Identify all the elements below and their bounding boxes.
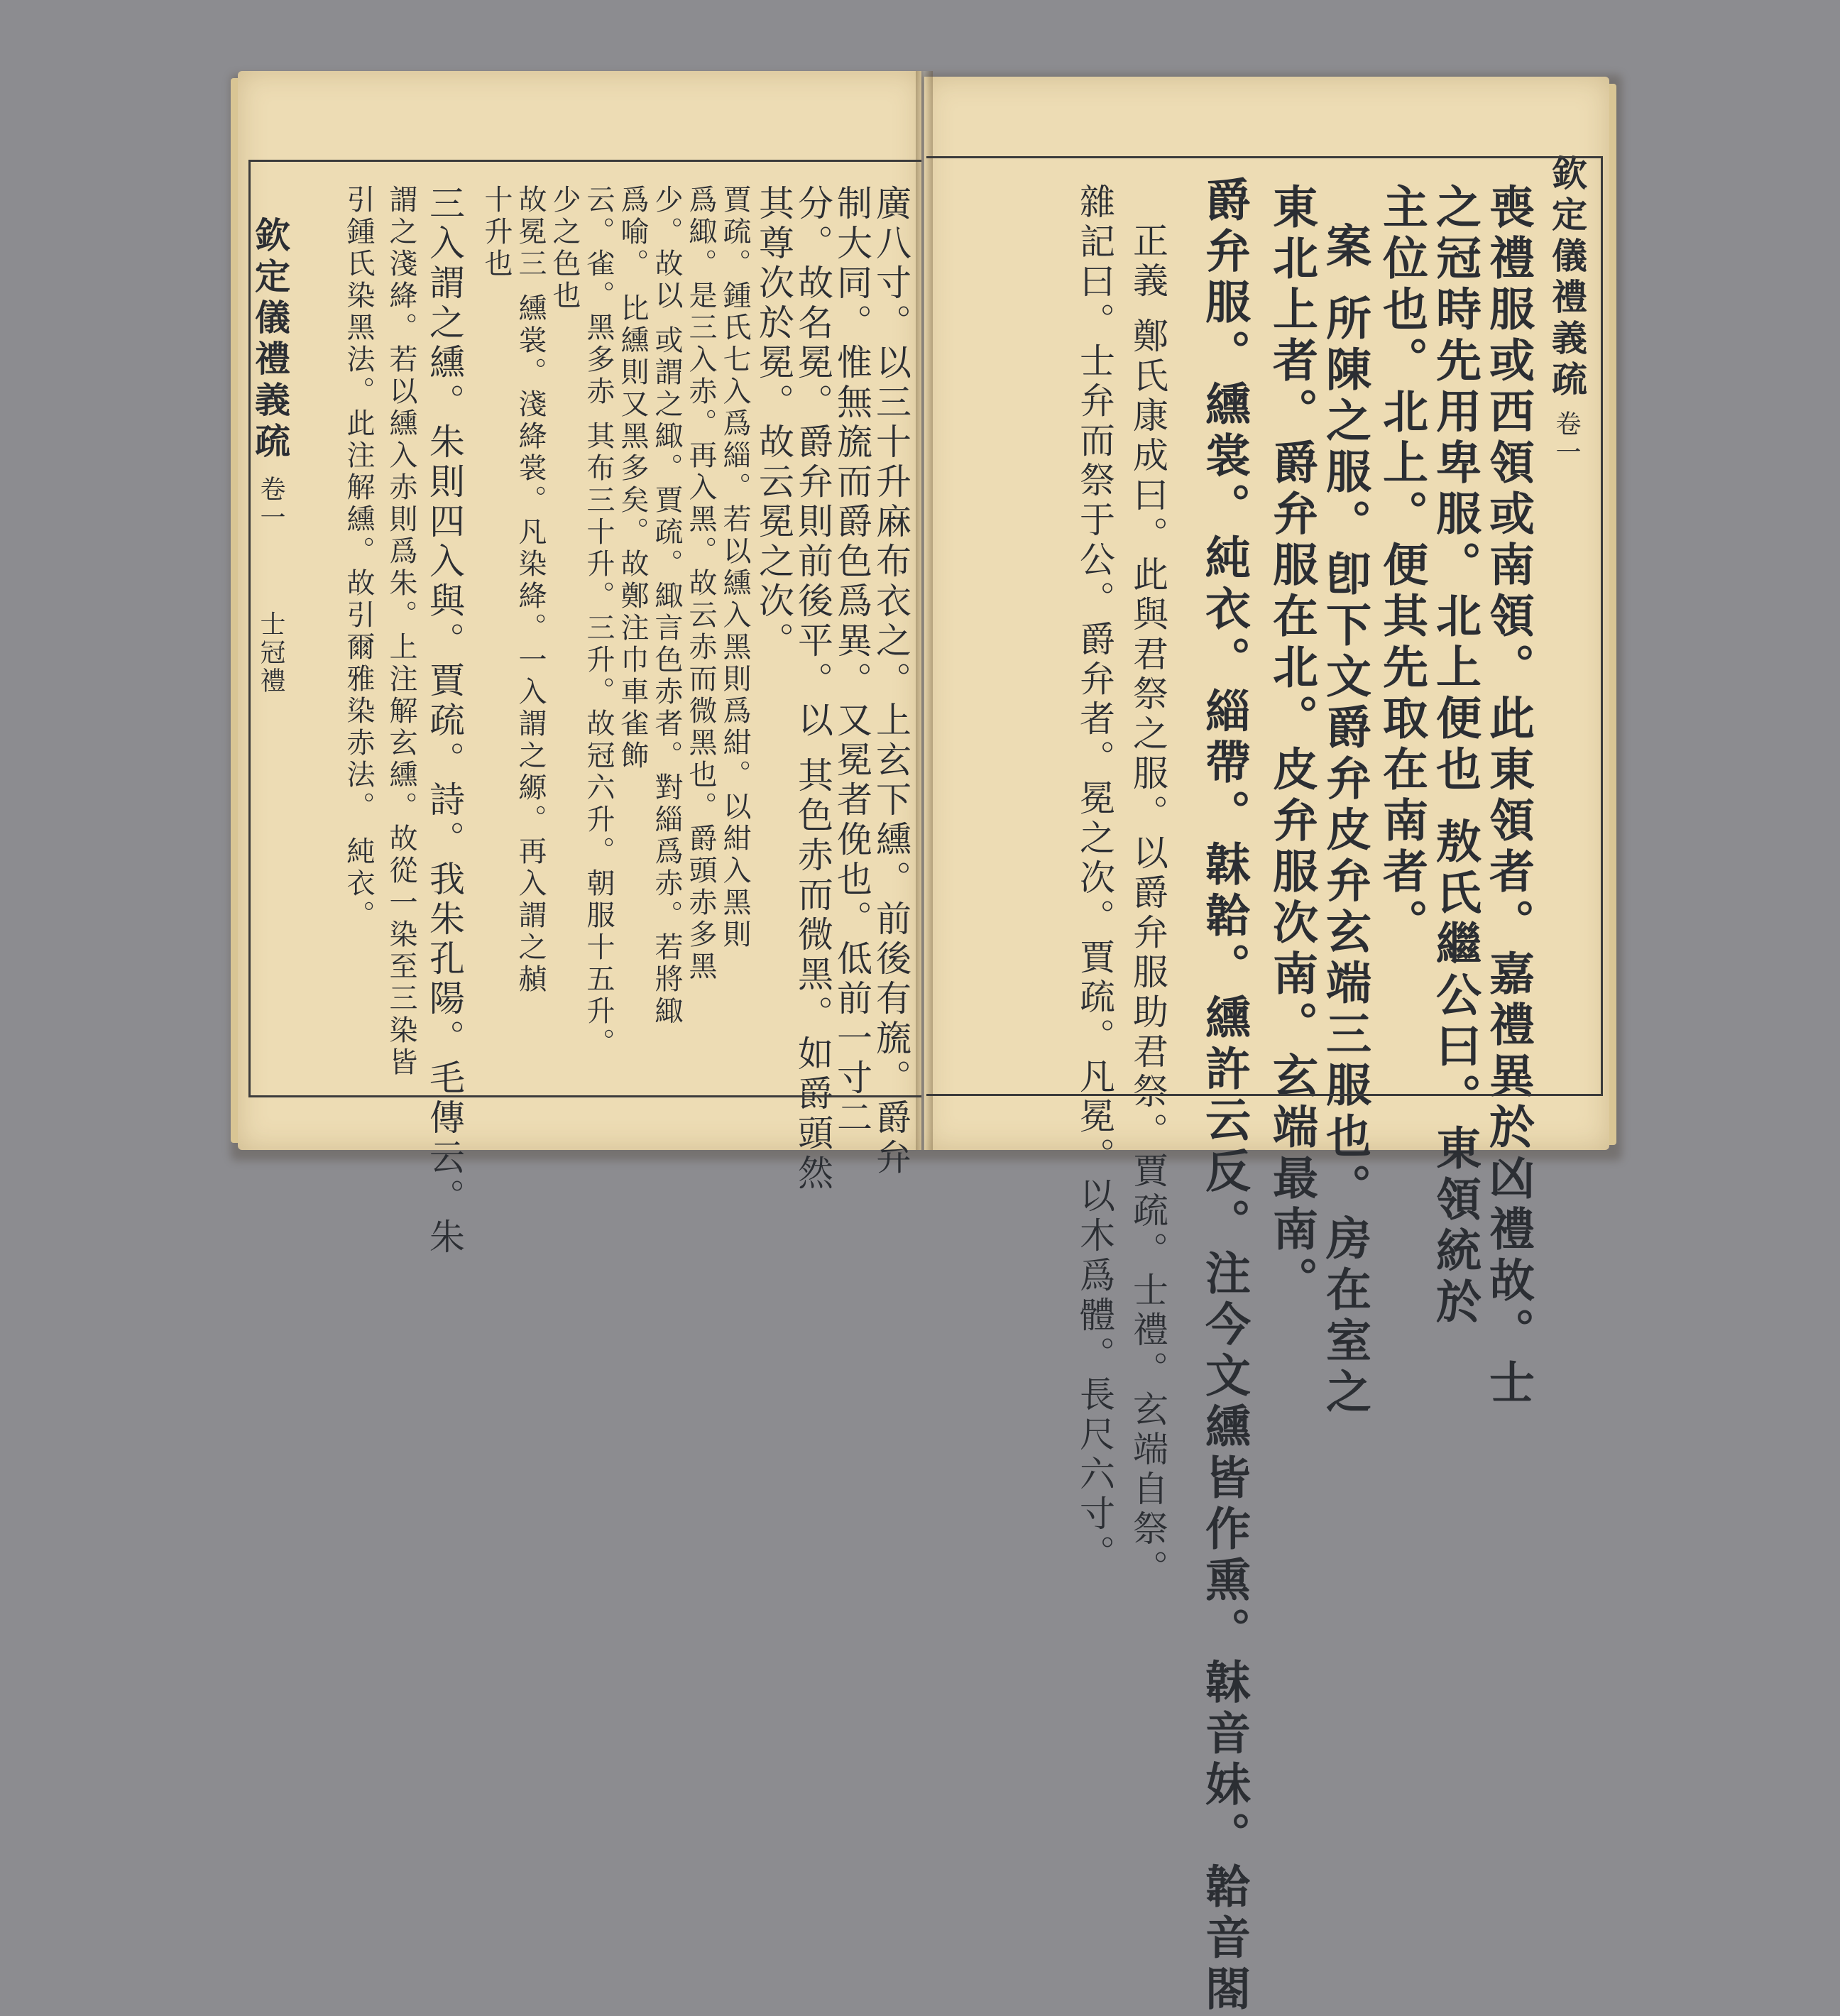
left-col-8: 爲喻。 比纁則又黑多矣。故鄭注巾車雀飾: [616, 185, 649, 772]
left-col-6: 爲緅。是三入赤。再入黑。故云赤而微黑也。爵頭赤多黑: [684, 185, 717, 983]
left-chapter-label: 士冠禮: [256, 610, 285, 696]
right-col-6: 爵弁服。纁裳。純衣。緇帶。韎韐。纁許云反。注今文纁皆作熏。韎音妹。韐音閤: [1198, 176, 1251, 2016]
left-col-2: 制大同。惟無旒而爵色爲異。又冕者俛也。低前一寸二: [831, 185, 872, 1139]
right-col-7: 正義 鄭氏康成曰。此與君祭之服。以爵弁服助君祭。賈疏。士禮。玄端自祭。: [1127, 222, 1168, 1589]
right-margin-title: 欽定儀禮義疏: [1546, 155, 1588, 402]
right-col-2: 之冠時先用卑服。北上便也 敖氏繼公曰。東領統於: [1428, 183, 1482, 1330]
right-col-3: 主位也。北上。便其先取在南者。: [1375, 183, 1428, 950]
left-text-frame: [248, 160, 921, 1097]
left-col-14: 謂之淺絳。若以纁入赤則爲朱。上注解玄纁。故從一染至三染皆: [385, 185, 417, 1079]
right-col-1: 喪禮服或西領或南領。此東領者。嘉禮異於凶禮故。士: [1482, 183, 1535, 1410]
left-col-1: 廣八寸。以三十升麻布衣之。上玄下纁。前後有旒。爵弁: [870, 185, 911, 1178]
right-text-frame: [926, 156, 1603, 1096]
left-col-11: 故冕三 纁裳。淺絳裳。凡染絳。一入謂之縓。再入謂之赬: [514, 185, 547, 996]
left-col-3: 分。故名冕。爵弁則前後平。以 其色赤而微黑。如爵頭然: [792, 185, 833, 1194]
left-col-4: 其尊次於冕。故云冕之次。: [753, 185, 794, 662]
left-volume-label: 卷一: [256, 476, 285, 532]
left-col-10: 少之色也: [548, 185, 581, 312]
left-col-13: 三入謂之纁。朱則四入與。賈疏。詩。我朱孔陽。毛傳云。朱: [424, 185, 465, 1258]
right-col-8: 雜記曰。士弁而祭于公。爵弁者。冕之次。賈疏。凡冕。以木爲體。長尺六寸。: [1074, 183, 1115, 1574]
left-col-9: 云。雀。黑多赤 其布三十升。三升。故冠六升。朝服十五升。: [582, 185, 615, 1060]
left-col-12: 十升也: [480, 185, 513, 280]
left-col-5: 賈疏。鍾氏七入爲緇。若以纁入黑則爲紺。以紺入黑則: [718, 185, 751, 951]
right-volume-label: 卷一: [1552, 410, 1581, 467]
left-margin-title: 欽定儀禮義疏: [249, 217, 291, 464]
right-col-4: 案 所陳之服。卽下文爵弁皮弁玄端三服也。房在室之: [1318, 222, 1371, 1420]
right-col-5: 東北上者。爵弁服在北。皮弁服次南。玄端最南。: [1265, 183, 1318, 1308]
left-col-15: 引鍾氏染黑法。此注解纁。故引爾雅染赤法。 純衣。: [342, 185, 375, 932]
left-col-7: 少。故以 或謂之緅。賈疏。緅言色赤者。對緇爲赤。若將緅: [650, 185, 683, 1028]
